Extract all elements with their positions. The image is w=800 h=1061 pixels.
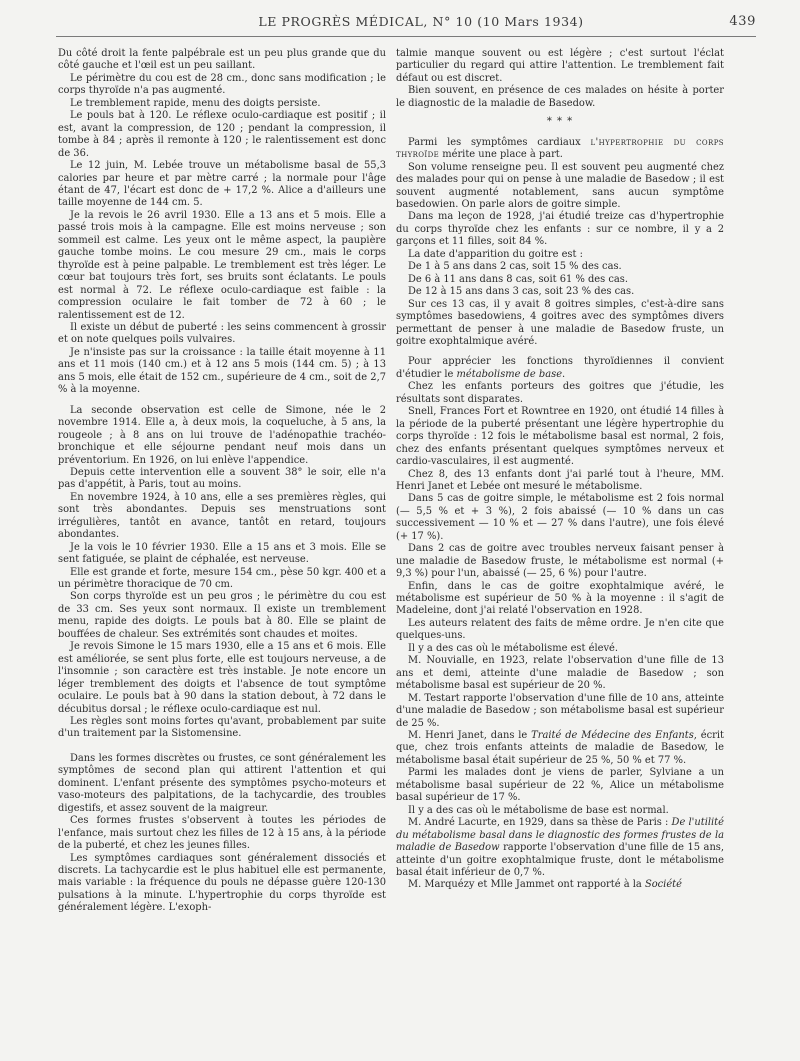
paragraph: La date d'apparition du goitre est : [408,248,583,260]
text-run: M. André Lacurte, en 1929, dans sa thèse de Paris : [408,817,669,829]
header-rule [56,36,756,37]
paragraph: Le tremblement rapide, menu des doigts persiste. [70,97,321,109]
paragraph: La seconde observation est celle de Simone, née le 2 novembre 1914. Elle a, à deux mois, la coqueluche, à 5 ans, la rougeole ; à 8 ans on lui trouve de l'adénopathie trachéo-bronchique et elle séjourne pendant neuf mois dans un préventorium. En 1926, on lui enlève l'appendice. [58,404,386,466]
paragraph: Les auteurs relatent des faits de même ordre. Je n'en cite que quelques-uns. [396,617,724,642]
paragraph: Ces formes frustes s'observent à toutes les périodes de l'enfance, mais surtout chez les filles de 12 à 15 ans, à la période de la puberté, et chez les jeunes filles. [58,815,386,852]
paragraph: Bien souvent, en présence de ces malades on hésite à porter le diagnostic de la maladie de Basedow. [396,85,724,109]
thesis-title: De l'utilité du métabolisme basal dans le diagnostic des formes frustes de la maladie de Basedow [396,817,724,854]
italic-term: Société [644,879,682,891]
paragraph: Je la revois le 26 avril 1930. Elle a 13 ans et 5 mois. Elle a passé trois mois à la campagne. Elle est moins nerveuse ; son sommeil est calme. Les yeux ont le même aspect, la paupière gauche tombe moins. Le cou mesure 29 cm., mais le corps thyroïde est à peine palpable. Le tremblement est très léger. Le cœur bat toujours très fort, ses bruits sont éclatants. Le pouls est normal à 72. Le réflexe oculo-cardiaque est faible : la compression oculaire le fait tomber de 72 à 60 ; le ralentissement est de 12. [58,209,386,321]
text-run: M. Marquézy et Mlle Jammet ont rapporté à la [408,879,642,891]
list-item: De 6 à 11 ans dans 8 cas, soit 61 % des cas. [408,273,628,285]
paragraph: Les symptômes cardiaques sont généralement dissociés et discrets. La tachycardie est le plus habituel elle est permanente, mais variable : la fréquence du pouls ne dépasse guère 120-130 pulsations à la minute. L'hypertrophie du corps thyroïde est généralement légère. L'exoph- [58,852,386,914]
age-list [396,261,724,298]
text-run: , écrit que, chez trois enfants atteints de maladie de Basedow, le métabolisme basal était supérieur de 25 %, 50 % et 77 %. [396,730,725,766]
list-item: De 1 à 5 ans dans 2 cas, soit 15 % des cas. [408,261,622,273]
text-run: Parmi les symptômes cardiaux [408,136,581,148]
paragraph: Enfin, dans le cas de goitre exophtalmique avéré, le métabolisme est supérieur de 50 % à la moyenne : il s'agit de Madeleine, dont j'ai relaté l'observation en 1928. [396,580,724,617]
paragraph: Je la vois le 10 février 1930. Elle a 15 ans et 3 mois. Elle se sent fatiguée, se plaint de céphalée, est nerveuse. [58,541,386,566]
paragraph: Son corps thyroïde est un peu gros ; le périmètre du cou est de 33 cm. Ses yeux sont normaux. Il existe un tremblement menu, rapide des doigts. Le pouls bat à 80. Elle se plaint de bouffées de chaleur. Ses extrémités sont chaudes et moites. [58,591,386,640]
page-number: 439 [729,14,756,29]
paragraph: Dans 2 cas de goitre avec troubles nerveux faisant penser à une maladie de Basedow fruste, le métabolisme est normal (+ 9,3 %) pour l'un, abaissé (— 25, 6 %) pour l'autre. [396,543,724,580]
paragraph: Le périmètre du cou est de 28 cm., donc sans modification ; le corps thyroïde n'a pas augmenté. [58,72,386,97]
paragraph: Snell, Frances Fort et Rowntree en 1920, ont étudié 14 filles à la période de la puberté présentant une légère hypertrophie du corps thyroïde : 12 fois le métabolisme basal est normal, 2 fois, chez des enfants présentant quelques symptômes nerveux et cardio-vasculaires, il est augmenté. [396,406,724,468]
section-separator: * * * [546,116,574,128]
small-caps-term: l'hypertrophie du corps thyroïde [396,136,724,161]
paragraph: Le pouls bat à 120. Le réflexe oculo-cardiaque est positif ; il est, avant la compression, de 120 ; pendant la compression, il tombe à 84 ; après il remonte à 120 ; le ralentissement est donc de 36. [58,110,386,159]
paragraph: Chez 8, des 13 enfants dont j'ai parlé tout à l'heure, MM. Henri Janet et Lebée ont mesuré le métabolisme. [396,468,724,492]
text-run: rapporte l'observation d'une fille de 15 ans, atteinte d'un goitre exophtalmique fruste, dont le métabolisme basal était inférieur de 0,7 %. [396,842,725,878]
paragraph: Sur ces 13 cas, il y avait 8 goitres simples, c'est-à-dire sans symptômes basedowiens, 4 goitres avec des symptômes divers permettant de penser à une maladie de Basedow fruste, un goitre exophtalmique avéré. [396,298,724,347]
paragraph: Il y a des cas où le métabolisme de base est normal. [408,804,669,816]
paragraph [396,879,724,891]
italic-term: métabolisme de base [456,368,563,380]
paragraph: Dans les formes discrètes ou frustes, ce sont généralement les symptômes de second plan qui attirent l'attention et qui dominent. L'enfant présente des symptômes psycho-moteurs et vaso-moteurs des palpitations, de la tachycardie, des troubles digestifs, et assez souvent de la maigreur. [58,752,386,814]
left-column [58,48,386,915]
paragraph: Parmi les malades dont je viens de parler, Sylviane a un métabolisme basal supérieur de 22 %, Alice un métabolisme basal supérieur de 17 %. [396,767,724,804]
paragraph: Je n'insiste pas sur la croissance : la taille était moyenne à 11 ans et 11 mois (140 cm.) et à 12 ans 5 mois (144 cm. 5) ; à 13 ans 5 mois, elle était de 152 cm., supérieure de 4 cm., soit de 2,7 % à la moyenne. [58,346,386,396]
paragraph: Il existe un début de puberté : les seins commencent à grossir et on note quelques poils vulvaires. [58,321,386,346]
paragraph: Je revois Simone le 15 mars 1930, elle a 15 ans et 6 mois. Elle est améliorée, se sent plus forte, elle est toujours nerveuse, a de l'insomnie ; son caractère est très instable. Je note encore un léger tremblement des doigts et l'absence de tout symptôme oculaire. Le pouls bat à 90 dans la station debout, à 72 dans le décubitus dorsal ; le réflexe oculo-cardiaque est nul. [58,641,386,715]
paragraph: Dans ma leçon de 1928, j'ai étudié treize cas d'hypertrophie du corps thyroïde chez les enfants : sur ce nombre, il y a 2 garçons et 11 filles, soit 84 %. [396,211,724,248]
paragraph: Du côté droit la fente palpébrale est un peu plus grande que du côté gauche et l'œil est un peu saillant. [58,48,386,72]
right-column [396,48,724,892]
paragraph [396,137,724,162]
journal-title: LE PROGRÈS MÉDICAL, N° 10 (10 Mars 1934) [258,14,584,29]
text-run: . [562,368,566,380]
paragraph: Son volume renseigne peu. Il est souvent peu augmenté chez des malades pour qui on pense à une maladie de Basedow ; il est souvent augmenté notablement, sans aucun symptôme basedowien. On parle alors de goitre simple. [396,161,724,210]
paragraph: M. Testart rapporte l'observation d'une fille de 10 ans, atteinte d'une maladie de Basedow ; son métabolisme basal est supérieur de 25 %. [396,692,724,729]
paragraph: Dans 5 cas de goitre simple, le métabolisme est 2 fois normal (— 5,5 % et + 3 %), 2 fois abaissé (— 10 % dans un cas successivement — 10 % et — 27 % dans l'autre), une fois élevé (+ 17 %). [396,493,724,542]
paragraph: talmie manque souvent ou est légère ; c'est surtout l'éclat particulier du regard qui attire l'attention. Le tremblement fait défaut ou est discret. [396,48,724,84]
text-run: M. Henri Janet, dans le [408,730,528,742]
paragraph: Il y a des cas où le métabolisme est élevé. [408,642,619,654]
paragraph: Les règles sont moins fortes qu'avant, probablement par suite d'un traitement par la Sistomensine. [58,716,386,740]
running-header [56,14,756,36]
paragraph: Chez les enfants porteurs des goitres que j'étudie, les résultats sont disparates. [396,381,724,405]
paragraph [396,356,724,381]
text-run: Pour apprécier les fonctions thyroïdiennes il convient d'étudier le [396,356,724,380]
book-title: Traité de Médecine des Enfants [531,730,694,742]
paragraph: Depuis cette intervention elle a souvent 38° le soir, elle n'a pas d'appétit, à Paris, tout au moins. [58,466,386,491]
paragraph: En novembre 1924, à 10 ans, elle a ses premières règles, qui sont très abondantes. Depuis ses menstruations sont irrégulières, tantôt en avance, tantôt en retard, toujours abondantes. [58,491,386,541]
paragraph: M. Nouvialle, en 1923, relate l'observation d'une fille de 13 ans et demi, atteinte d'une maladie de Basedow ; son métabolisme basal est supérieur de 20 %. [396,655,724,692]
paragraph [396,817,724,879]
text-run: mérite une place à part. [442,149,563,161]
paragraph: Elle est grande et forte, mesure 154 cm., pèse 50 kgr. 400 et a un périmètre thoracique de 70 cm. [58,566,386,591]
list-item: De 12 à 15 ans dans 3 cas, soit 23 % des cas. [408,286,635,298]
paragraph: Le 12 juin, M. Lebée trouve un métabolisme basal de 55,3 calories par heure et par mètre carré ; la normale pour l'âge étant de 47, l'écart est donc de + 17,2 %. Alice a d'ailleurs une taille moyenne de 144 cm. 5. [58,160,386,209]
paragraph [396,730,724,767]
